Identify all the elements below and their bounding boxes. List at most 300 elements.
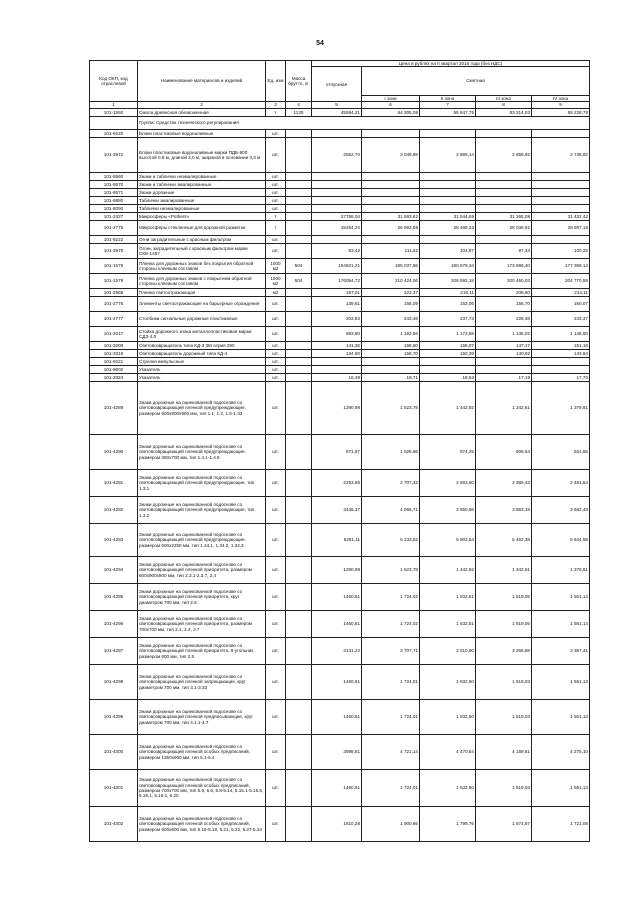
price-otpusknaya [312,358,362,366]
price-zone-4: 17,70 [532,374,590,382]
price-otpusknaya: 16,49 [312,374,362,382]
price-zone-1: 1 724,01 [362,665,420,700]
price-zone-1: 210 424,06 [362,274,420,289]
price-zone-1 [362,189,420,197]
table-row [90,358,590,366]
item-code: 101-4291 [90,470,138,497]
item-code: 101-2775 [90,221,138,236]
price-zone-4: 233,37 [532,312,590,327]
item-mass [286,173,312,181]
price-otpusknaya: 1460,61 [312,770,362,807]
item-unit: шт. [266,735,286,770]
price-zone-2: 1 172,68 [420,327,476,342]
price-otpusknaya: 134,50 [312,350,362,358]
table-row [90,382,590,435]
price-zone-1 [362,358,420,366]
price-zone-4: 1 379,81 [532,382,590,435]
price-zone-2: 974,25 [420,435,476,470]
item-name: Блоки пластиковые водоналивные [138,130,266,138]
price-zone-3: 2 659,92 [476,138,532,173]
item-unit: шт. [266,130,286,138]
item-mass [286,130,312,138]
price-zone-1: 3 049,88 [362,138,420,173]
price-zone-2: 1 442,92 [420,382,476,435]
price-zone-2: 180 679,34 [420,259,476,274]
item-mass [286,611,312,638]
price-zone-2: 18,53 [420,374,476,382]
price-otpusknaya: 993,80 [312,327,362,342]
price-otpusknaya: 1460,61 [312,665,362,700]
item-unit: 1000 м2 [266,259,286,274]
item-mass [286,735,312,770]
price-zone-2 [420,236,476,244]
item-code: 101-4297 [90,638,138,665]
price-zone-3 [476,197,532,205]
item-mass [286,197,312,205]
price-otpusknaya: 176054,72 [312,274,362,289]
price-zone-3: 1 519,05 [476,611,532,638]
price-zone-4 [532,181,590,189]
price-zone-4: 143,84 [532,350,590,358]
col-number: 5 [312,102,362,109]
item-code: 101-3972 [90,138,138,173]
item-unit: шт. [266,584,286,611]
price-zone-3 [476,236,532,244]
item-mass [286,770,312,807]
item-code: 101-4299 [90,700,138,735]
price-zone-4 [532,173,590,181]
price-zone-3: 17,19 [476,374,532,382]
item-name: Огни заградительные с красным фильтром [138,236,266,244]
price-zone-1: 223,37 [362,289,420,297]
price-zone-3: 1 519,03 [476,700,532,735]
item-mass [286,557,312,584]
item-name: Пленка светоотражающая [138,289,266,297]
price-zone-3: 140,02 [476,350,532,358]
group-title: Группа: Средства технического регулирования [138,117,590,130]
price-otpusknaya: 1460,61 [312,700,362,735]
item-unit: т [266,221,286,236]
price-zone-3: 97,34 [476,244,532,259]
item-name: Элементы светоотражающие на барьерные ограждения [138,297,266,312]
price-table [89,60,590,842]
item-unit: шт. [266,497,286,524]
item-unit: шт. [266,173,286,181]
price-zone-3 [476,358,532,366]
item-name: Знаки дорожные на оцинкованной подоснове со световозвращающей пленкой предписывающие, круг диаметром 700 мм, тип 4.1.1-4.7 [138,700,266,735]
price-zone-1 [362,173,420,181]
price-zone-1: 6 233,52 [362,524,420,557]
item-code: 101-3318 [90,350,138,358]
item-mass [286,312,312,327]
header-zone-3: III зона [476,95,532,101]
price-zone-3 [476,173,532,181]
price-zone-1: 26 592,69 [362,221,420,236]
item-code: 101-9560 [90,173,138,181]
price-zone-2 [420,366,476,374]
header-zone-4: IV зона [532,95,590,101]
item-code: 101-9221 [90,358,138,366]
item-unit: шт. [266,807,286,842]
item-mass [286,807,312,842]
table-row [90,205,590,213]
price-zone-4: 3 357,41 [532,638,590,665]
item-name: Знаки дорожные на оцинкованной подоснове со световозвращающей пленкой предупреждающие, размером 500х2250 мм, тип 1.34.1, 1.34.2, 1.34.3 [138,524,266,557]
item-mass [286,497,312,524]
item-code: 101-4293 [90,524,138,557]
price-zone-2: 2 563,60 [420,470,476,497]
item-unit: шт. [266,470,286,497]
price-zone-1: 243,46 [362,312,420,327]
price-zone-1 [362,236,420,244]
item-mass [286,342,312,350]
item-mass [286,524,312,557]
price-zone-4 [532,130,590,138]
item-code: 101-9880 [90,197,138,205]
price-zone-1: 185 037,86 [362,259,420,274]
item-name: Световозвращатель типа КД-3 3М серия 290 [138,342,266,350]
price-zone-3: 156,70 [476,297,532,312]
price-zone-3: 208,60 [476,289,532,297]
item-mass [286,297,312,312]
price-zone-1 [362,366,420,374]
item-mass [286,638,312,665]
table-row [90,221,590,236]
item-unit: шт. [266,297,286,312]
table-row [90,350,590,358]
price-otpusknaya: 2293,66 [312,470,362,497]
item-mass: 504 [286,259,312,274]
item-unit: шт. [266,236,286,244]
col-number: 9 [532,102,590,109]
price-zone-1 [362,181,420,189]
item-unit: шт. [266,342,286,350]
item-unit: шт. [266,358,286,366]
price-zone-4: 160,07 [532,297,590,312]
item-name: Стрелки импульсные [138,358,266,366]
table-row [90,138,590,173]
item-unit: шт. [266,611,286,638]
item-name: Знаки дорожные на оцинкованной подоснове со световозвращающей пленкой предупреждающие, размером 350х700 мм, тип 1.4.1-1.4.6 [138,435,266,470]
price-zone-3: 1 519,03 [476,770,532,807]
price-zone-2: 28 499,33 [420,221,476,236]
item-code: 101-1579 [90,274,138,289]
table-row [90,735,590,770]
price-otpusknaya: 154921,21 [312,259,362,274]
price-zone-1: 1 724,01 [362,700,420,735]
item-mass [286,181,312,189]
item-name: Микросферы стеклянные для дорожной разметки [138,221,266,236]
price-zone-4 [532,236,590,244]
item-name: Знаки дорожные на оцинкованной подоснове со световозвращающей пленкой особых предписаний, размером 900х600 мм, тип 5.16-5.18, 5.21, 5.22, 5.27-5.34 [138,807,266,842]
item-code: 101-2968 [90,289,138,297]
item-name: Стойка дорожного знака металлопластиковая марки СДЗ-4.0 [138,327,266,342]
price-zone-1: 166,09 [362,297,420,312]
col-number: 6 [362,102,420,109]
item-unit: шт. [266,312,286,327]
item-unit: шт. [266,138,286,173]
item-code: 101-4302 [90,807,138,842]
price-zone-2 [420,189,476,197]
price-zone-4: 1 561,13 [532,665,590,700]
table-row [90,342,590,350]
table-row [90,289,590,297]
table-row [90,470,590,497]
price-zone-4: 28 597,18 [532,221,590,236]
item-unit: шт. [266,189,286,197]
table-row [90,189,590,197]
price-zone-4: 55 228,78 [532,109,590,117]
price-zone-1: 3 707,71 [362,638,420,665]
price-zone-2: 1 442,92 [420,557,476,584]
header-smetnaya: Сметная [362,67,590,95]
header-price-group: Цена в рублях на II квартал 2016 года (без НДС) [312,61,590,67]
price-zone-4 [532,197,590,205]
price-zone-4: 1 721,08 [532,807,590,842]
item-mass [286,435,312,470]
table-row [90,312,590,327]
price-zone-4: 2 738,92 [532,138,590,173]
price-otpusknaya: 141,36 [312,342,362,350]
price-zone-2: 158,07 [420,342,476,350]
item-unit: шт. [266,205,286,213]
price-otpusknaya: 27758,04 [312,213,362,221]
price-otpusknaya: 871,67 [312,435,362,470]
price-zone-3: 3 583,19 [476,497,532,524]
item-code: 101-3979 [90,244,138,259]
item-name: Блоки пластиковые водоналивные марки ПДБ-800 высотой 0,8 м, длиной 2,0 м, шириной в основании 0,3 м [138,138,266,173]
price-zone-3 [476,130,532,138]
item-code: 101-2776 [90,297,138,312]
price-zone-3: 28 036,92 [476,221,532,236]
item-mass [286,189,312,197]
table-row [90,274,590,289]
price-otpusknaya [312,181,362,189]
item-mass [286,470,312,497]
price-zone-2: 1 799,76 [420,807,476,842]
price-zone-3 [476,205,532,213]
price-zone-1: 1 028,86 [362,435,420,470]
price-zone-1: 1 523,78 [362,382,420,435]
price-otpusknaya: 1460,61 [312,584,362,611]
item-mass [286,138,312,173]
price-zone-4: 3 682,49 [532,497,590,524]
item-name: Знаки дорожные на оцинкованной подоснове со световозвращающей пленкой особых предписаний, размером 1350х900 мм, тип 5.1-5.4 [138,735,266,770]
table-row [90,524,590,557]
price-otpusknaya: 45594,21 [312,109,362,117]
item-code: 101-1578 [90,259,138,274]
item-code: 101-8090 [90,205,138,213]
price-otpusknaya: 3141,22 [312,638,362,665]
price-zone-3: 31 265,08 [476,213,532,221]
price-zone-4 [532,205,590,213]
header-name: Наименование материалов и изделий [138,61,266,102]
table-row [90,181,590,189]
price-zone-1: 64 305,08 [362,109,420,117]
price-otpusknaya: 1290,98 [312,382,362,435]
item-name: Знаки дорожные [138,189,266,197]
table-row [90,611,590,638]
price-otpusknaya [312,189,362,197]
header-unit: Ед. изм [266,61,286,102]
price-zone-3: 1 342,61 [476,557,532,584]
price-zone-4: 2 451,54 [532,470,590,497]
price-zone-1: 19,71 [362,374,420,382]
col-number: 2 [138,102,266,109]
item-name: Знаки дорожные на оцинкованной подоснове со световозвращающей пленкой приоритета, круг диаметром 700 мм, тип 2.6 [138,584,266,611]
item-code: 101-9602 [90,366,138,374]
header-otpusknaya: отпускная [312,67,362,102]
item-name: Знаки и таблички эмалированные [138,181,266,189]
price-zone-2: 1 632,50 [420,770,476,807]
price-zone-1: 1 192,56 [362,327,420,342]
price-zone-3: 2 385,43 [476,470,532,497]
price-zone-2 [420,173,476,181]
price-zone-1: 31 693,62 [362,213,420,221]
item-unit: шт. [266,181,286,189]
item-name: Пленка для дорожных знаков с покрытием обратной стороны клеевым составом [138,274,266,289]
item-mass [286,350,312,358]
price-zone-2: 2 868,14 [420,138,476,173]
price-zone-2 [420,205,476,213]
price-zone-4: 5 644,58 [532,524,590,557]
item-unit: шт. [266,374,286,382]
price-zone-4: 177 369,14 [532,259,590,274]
item-code: 101-9222 [90,236,138,244]
item-unit: шт. [266,557,286,584]
item-name: Знаки дорожные на оцинкованной подоснове со световозвращающей пленкой предупреждающие, тип 1.3.1 [138,470,266,497]
price-zone-1: 1 724,01 [362,770,420,807]
price-zone-3: 200 460,03 [476,274,532,289]
price-zone-1: 1 523,78 [362,557,420,584]
price-zone-4: 1 561,14 [532,584,590,611]
price-zone-2: 4 470,54 [420,735,476,770]
price-zone-4: 1 561,13 [532,700,590,735]
item-unit: т [266,213,286,221]
table-row [90,700,590,735]
item-code [90,117,138,130]
item-code: 101-2017 [90,327,138,342]
price-zone-1: 111,62 [362,244,420,259]
table-row [90,584,590,611]
price-zone-3 [476,189,532,197]
price-zone-3: 3 266,88 [476,638,532,665]
group-row [90,117,590,130]
item-name: Знаки дорожные на оцинкованной подоснове со световозвращающей пленкой предупреждающие, тип 1.3.2 [138,497,266,524]
price-zone-1: 2 707,32 [362,470,420,497]
price-zone-4: 204 770,59 [532,274,590,289]
table-row [90,665,590,700]
col-number: 1 [90,102,138,109]
price-zone-3: 1 135,02 [476,327,532,342]
header-zone-1: I зона [362,95,420,101]
item-code: 101-1592 [90,109,138,117]
item-unit: шт. [266,435,286,470]
item-mass [286,236,312,244]
price-zone-3 [476,366,532,374]
price-zone-2: 1 632,50 [420,700,476,735]
price-zone-4: 1 561,14 [532,611,590,638]
table-row [90,109,590,117]
price-otpusknaya [312,236,362,244]
price-otpusknaya [312,366,362,374]
table-row [90,197,590,205]
table-row [90,770,590,807]
item-mass: 1130 [286,109,312,117]
price-zone-4: 31 432,42 [532,213,590,221]
price-zone-3: 906,54 [476,435,532,470]
item-code: 101-3200 [90,342,138,350]
price-otpusknaya: 2552,70 [312,138,362,173]
item-code: 101-4300 [90,735,138,770]
item-name: Указатель [138,366,266,374]
item-name: Световозвращатель дорожный типа КД-4 [138,350,266,358]
price-zone-4: 1 561,13 [532,770,590,807]
item-code: 101-4289 [90,382,138,435]
item-unit: шт. [266,665,286,700]
item-name: Таблички неэмалированные [138,205,266,213]
item-unit: шт. [266,350,286,358]
price-zone-2: 1 632,51 [420,584,476,611]
table-row [90,213,590,221]
price-otpusknaya: 3998,81 [312,735,362,770]
item-mass [286,366,312,374]
item-mass [286,382,312,435]
price-zone-2: 237,73 [420,312,476,327]
item-name: Знаки дорожные на оцинкованной подоснове со световозвращающей пленкой предупреждающие, размером 900х900х900 мм, тип 1.1, 1.2, 1.5-1.33 [138,382,266,435]
price-zone-2 [420,197,476,205]
price-zone-2: 1 632,50 [420,665,476,700]
item-code: 101-2777 [90,312,138,327]
price-zone-3: 173 696,40 [476,259,532,274]
table-row [90,557,590,584]
price-zone-2: 104,97 [420,244,476,259]
col-number: 3 [266,102,286,109]
item-mass [286,358,312,366]
price-zone-4: 214,11 [532,289,590,297]
price-zone-2: 1 632,51 [420,611,476,638]
item-unit: шт. [266,700,286,735]
price-zone-1: 1 724,02 [362,584,420,611]
table-row [90,244,590,259]
item-unit: т [266,109,286,117]
item-name: Знаки дорожные на оцинкованной подоснове со световозвращающей пленкой приоритета, 8-угольник размером 900 мм, тип 2.5 [138,638,266,665]
table-row [90,327,590,342]
price-zone-2: 150,39 [420,350,476,358]
item-code: 101-4301 [90,770,138,807]
price-zone-4: 931,65 [532,435,590,470]
item-name: Смола древесная обезвоженная [138,109,266,117]
table-row [90,807,590,842]
price-zone-3: 1 519,03 [476,665,532,700]
price-zone-3: 4 159,81 [476,735,532,770]
item-unit: шт. [266,366,286,374]
price-zone-3: 147,17 [476,342,532,350]
item-name: Знаки дорожные на оцинкованной подоснове со световозвращающей пленкой особых предписаний, размером 700х700 мм, тип 5.5, 5.6, 5.8-5.14, 5.15.1-5.15.6, 5.19.1, 5.19.2, 5.20 [138,770,266,807]
table-row [90,259,590,274]
item-name: Знаки и таблички неэмалированные [138,173,266,181]
item-code: 101-4295 [90,584,138,611]
item-name: Знаки дорожные на оцинкованной подоснове со световозвращающей пленкой приоритета, размером 700х700 мм, тип 2.1, 2.2, 2.7 [138,611,266,638]
price-zone-2: 163,06 [420,297,476,312]
price-otpusknaya [312,205,362,213]
price-zone-1: 1 724,02 [362,611,420,638]
item-mass: 504 [286,274,312,289]
price-otpusknaya: 1610,28 [312,807,362,842]
item-name: Таблички эмалированные [138,197,266,205]
price-zone-4: 151,18 [532,342,590,350]
price-otpusknaya [312,130,362,138]
